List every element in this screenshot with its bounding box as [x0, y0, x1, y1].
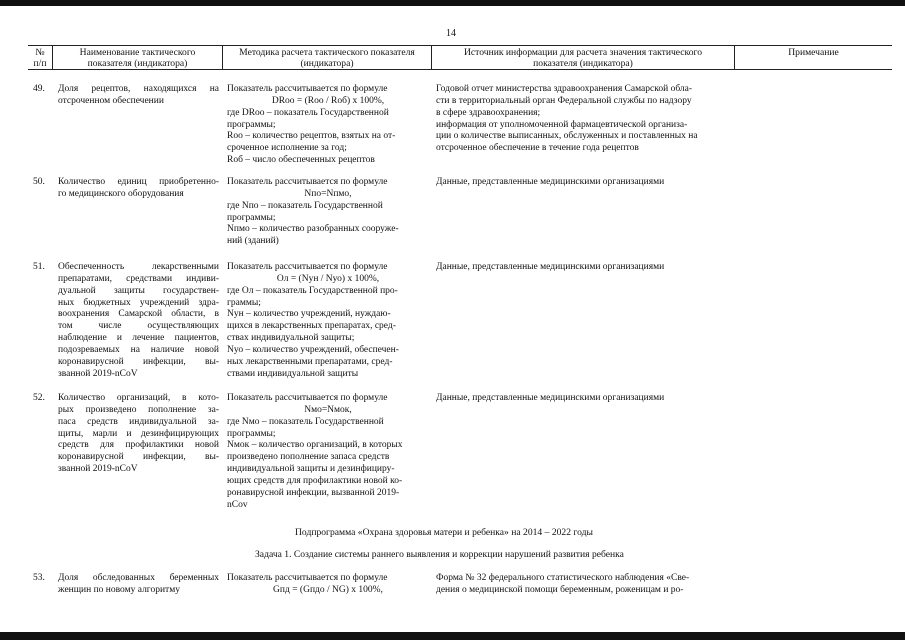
source-line: в сфере здравоохранения; [436, 107, 541, 118]
method-line: граммы; [227, 297, 261, 308]
source-line: отсроченное обеспечение в течение года рецептов [436, 143, 639, 154]
header-col-name: Наименование тактического показателя (индикатора) [79, 47, 196, 69]
source-line: Годовой отчет министерства здравоохранения Самарской обла- [436, 84, 693, 94]
method-line: где DRoo – показатель Государственной [227, 107, 389, 118]
method-line: ющих средств для профилактики новой ко- [227, 475, 403, 486]
source-line: Данные, представленные медицинскими организациями [436, 177, 665, 187]
method-line: Nпмо – количество разобранных сооруже- [227, 224, 399, 235]
indicator-name-line: Количество организаций, в кото- [58, 393, 219, 403]
indicator-name-line: воохранения Самарской области, в [58, 309, 219, 320]
header-col-note: Примечание [788, 47, 839, 58]
method-line: щихся в лекарственных препаратах, сред- [227, 321, 396, 332]
indicator-name-line: коронавирусной инфекции, вы- [58, 452, 219, 463]
method-line: программы; [227, 428, 276, 439]
method-line: где Nпо – показатель Государственной [227, 200, 383, 211]
method-line: Показатель рассчитывается по формуле [227, 573, 388, 583]
method-line: ствах индивидуальной защиты; [227, 333, 355, 344]
method-line: индивидуальной защиты и дезинфициру- [227, 464, 395, 475]
formula-line: Nмо=Nмок, [304, 404, 352, 415]
indicator-name-line: дуальной защиты государствен- [58, 285, 219, 296]
formula-line: DRoo = (Roo / Rоб) x 100%, [271, 95, 385, 106]
method-line: Показатель рассчитывается по формуле [227, 393, 388, 403]
method-line: произведено пополнение запаса средств [227, 452, 390, 463]
formula-line: Nпо=Nпмо, [304, 188, 352, 199]
indicator-name-line: наблюдение и лечение пациентов, [58, 333, 219, 344]
method-line: Показатель рассчитывается по формуле [227, 84, 388, 94]
indicator-name-line: ных бюджетных учреждений здра- [58, 297, 219, 308]
method-line: nCov [227, 499, 248, 510]
row-number: 50. [33, 177, 45, 187]
method-line: ных лекарственными препаратами, сред- [227, 356, 393, 367]
method-line: программы; [227, 119, 276, 130]
row-number: 49. [33, 84, 45, 94]
task-title: Задача 1. Создание системы раннего выявления и коррекции нарушений развития ребенка [255, 549, 624, 560]
method-line: сроченное исполнение за год; [227, 143, 347, 154]
indicator-name-line: Доля обследованных беременных [58, 573, 219, 583]
source-line: сти в территориальный орган Федеральной службы по надзору [436, 95, 692, 106]
indicator-name-line: щиты, марли и дезинфицирующих [58, 428, 219, 439]
method-line: Nмок – количество организаций, в которых [227, 440, 403, 451]
header-col-source: Источник информации для расчета значения тактического показателя (индикатора) [463, 47, 703, 69]
method-line: Nуо – количество учреждений, обеспечен- [227, 344, 399, 355]
method-line: Показатель рассчитывается по формуле [227, 177, 388, 187]
top-border [0, 0, 905, 6]
method-line: где Oл – показатель Государственной про- [227, 285, 398, 296]
indicator-name-line: рых произведено пополнение за- [58, 404, 219, 415]
method-line: ствами индивидуальной защиты [227, 368, 359, 379]
header-col-number: № п/п [33, 47, 47, 69]
method-line: Nун – количество учреждений, нуждаю- [227, 309, 391, 320]
source-line: Форма № 32 федерального статистического наблюдения «Све- [436, 573, 690, 583]
indicator-name-line: званной 2019-nCoV [58, 368, 138, 379]
header-col-method: Методика расчета тактического показателя (индикатора) [239, 47, 415, 69]
subprogram-title: Подпрограмма «Охрана здоровья матери и ребенка» на 2014 – 2022 годы [295, 527, 593, 538]
indicator-name-line: званной 2019-nCoV [58, 464, 138, 475]
method-line: Rоб – число обеспеченных рецептов [227, 155, 375, 166]
source-line: дения о медицинской помощи беременным, роженицам и ро- [436, 584, 684, 595]
method-line: Показатель рассчитывается по формуле [227, 262, 388, 272]
indicator-name-line: средств для профилактики новой [58, 440, 219, 451]
indicator-name-line: го медицинского оборудования [58, 188, 184, 199]
row-number: 51. [33, 262, 45, 272]
formula-line: Oл = (Nун / Nуо) x 100%, [276, 273, 380, 284]
indicator-name-line: Доля рецептов, находящихся на [58, 84, 219, 94]
source-line: Данные, представленные медицинскими организациями [436, 262, 665, 272]
method-line: Roo – количество рецептов, взятых на от- [227, 131, 396, 142]
page-number: 14 [446, 28, 456, 39]
indicator-name-line: отсроченном обеспечении [58, 95, 164, 106]
indicator-name-line: коронавирусной инфекции, вы- [58, 356, 219, 367]
indicator-name-line: женщин по новому алгоритму [58, 584, 180, 595]
indicator-name-line: паса средств индивидуальной за- [58, 416, 219, 427]
method-line: программы; [227, 212, 276, 223]
source-line: ции о количестве выписанных, обслуженных и поставленных на [436, 131, 698, 142]
method-line: ний (зданий) [227, 236, 279, 247]
indicator-name-line: Количество единиц приобретенно- [58, 177, 219, 187]
method-line: где Nмо – показатель Государственной [227, 416, 384, 427]
formula-line: Gпд = (Gпдо / NG) x 100%, [273, 584, 383, 595]
row-number: 53. [33, 573, 45, 583]
source-line: Данные, представленные медицинскими организациями [436, 393, 665, 403]
indicator-name-line: препаратами, средствами индиви- [58, 273, 219, 284]
indicator-name-line: том числе осуществляющих [58, 321, 219, 332]
method-line: ронавирусной инфекции, вызванной 2019- [227, 487, 400, 498]
indicator-name-line: Обеспеченность лекарственными [58, 262, 219, 272]
row-number: 52. [33, 393, 45, 403]
indicator-name-line: подозреваемых на наличие новой [58, 344, 219, 355]
header-bottom-rule [28, 69, 892, 70]
header-top-rule [28, 45, 892, 46]
bottom-border [0, 632, 905, 640]
source-line: информация от уполномоченной фармацевтической организа- [436, 119, 688, 130]
